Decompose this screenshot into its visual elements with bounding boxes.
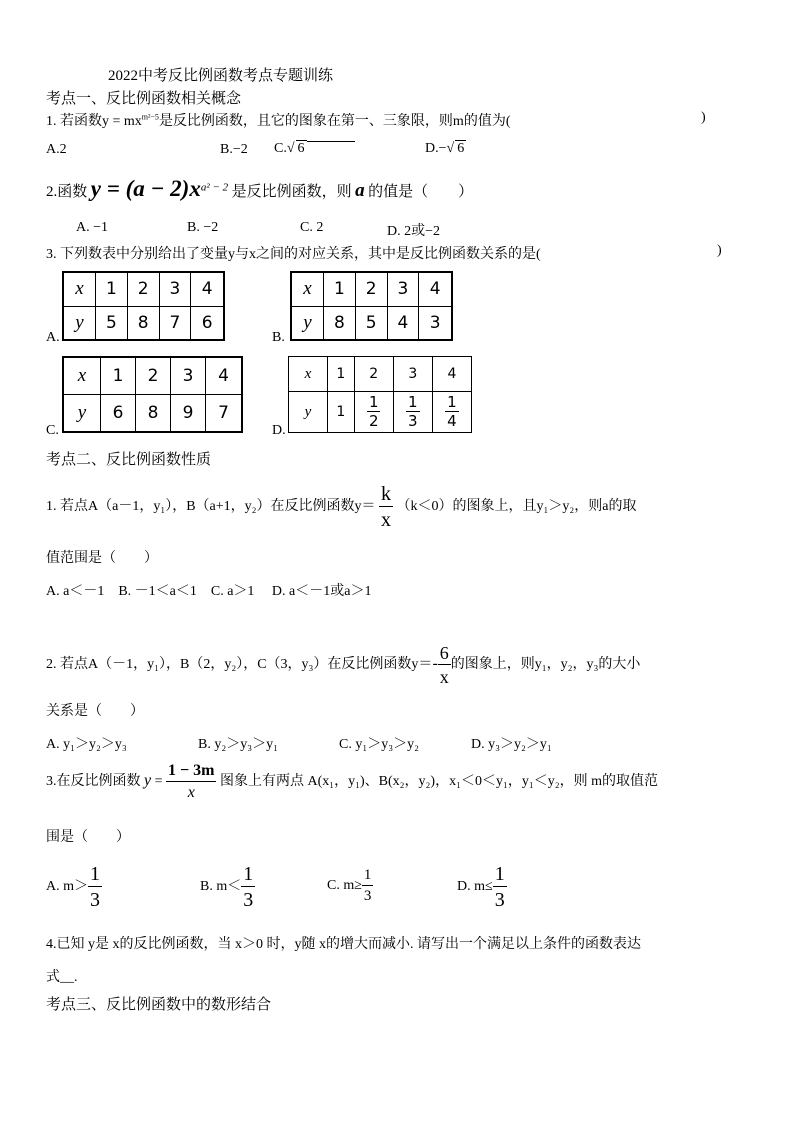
table-cell: 3 — [387, 272, 419, 306]
table-cell: 7 — [159, 306, 191, 340]
option-c: C. 2 — [300, 220, 324, 235]
value-table-d — [288, 356, 472, 433]
fraction: $\frac{k}{x}$ — [381, 483, 392, 531]
section-heading-1: 考点一、反比例函数相关概念 — [46, 91, 242, 107]
table-cell: 3 — [159, 272, 191, 306]
fraction: $\frac{1}{3}$ — [408, 393, 418, 430]
option-a: A. −1 — [76, 220, 109, 235]
question-2-4-cont: 式__. — [46, 970, 78, 985]
table-cell: 5 — [355, 306, 387, 340]
option-b: B. −2 — [187, 220, 219, 235]
table-header-x: x — [289, 357, 328, 392]
option-c: C. y₁＞y₃＞y₂ — [339, 737, 419, 752]
table-header-x: x — [63, 272, 96, 306]
option-d: D. m≤ $\frac{1}{3}$ — [457, 863, 505, 911]
question-1-2: 2.函数 $y = (a - 2)x^{a^2 - 2}$ 是反比例函数，则 a 的值是（ ） — [46, 176, 474, 201]
table-cell: 6 — [101, 395, 136, 433]
section-heading-3: 考点三、反比例函数中的数形结合 — [46, 997, 272, 1013]
fraction: $\frac{1}{3}$ — [243, 863, 254, 911]
fraction: $\frac{1}{3}$ — [494, 863, 505, 911]
fraction: $\frac{6}{x}$ — [439, 643, 449, 687]
value-table-c — [62, 356, 243, 433]
table-cell: 4 — [206, 357, 243, 395]
table-cell: 7 — [206, 395, 243, 433]
option-c: C. m≥ $\frac{1}{3}$ — [327, 867, 372, 904]
question-1-1: 1. 若函数$y = mx^{m^2-5}$是反比例函数，且它的图象在第一、三象限，则m的值为( — [46, 112, 511, 129]
question-2-2-cont: 关系是（ ） — [46, 704, 144, 719]
question-1-3: 3. 下列数表中分别给出了变量y与x之间的对应关系，其中是反比例函数关系的是( — [46, 247, 541, 262]
table-header-y: y — [289, 392, 328, 433]
table-cell: 2 — [354, 357, 393, 392]
option-b: B. y₂＞y₃＞y₁ — [198, 737, 278, 752]
option-b: B.−2 — [220, 142, 248, 157]
option-d-label: D. — [272, 423, 286, 438]
table-cell: 2 — [355, 272, 387, 306]
value-table-a — [62, 271, 225, 341]
value-table-b — [290, 271, 453, 341]
option-d: D.−√ 6 — [425, 141, 465, 156]
table-cell: 8 — [136, 395, 171, 433]
table-header-y: y — [63, 395, 101, 433]
table-header-y: y — [63, 306, 96, 340]
table-cell: 1 — [328, 357, 355, 392]
table-cell: 6 — [191, 306, 224, 340]
table-header-y: y — [291, 306, 324, 340]
table-cell: 1 — [324, 272, 356, 306]
option-c-label: C. — [46, 423, 59, 438]
exponent: a² − 2 — [200, 181, 229, 194]
table-cell — [354, 392, 393, 433]
table-header-x: x — [291, 272, 324, 306]
question-2-3-cont: 围是（ ） — [46, 830, 130, 845]
options: A. a＜－1 B. －1＜a＜1 C. a＞1 D. a＜－1或a＞1 — [46, 584, 372, 599]
table-cell: 9 — [171, 395, 206, 433]
fraction: $\frac{1}{4}$ — [447, 393, 457, 430]
question-2-1: 1. 若点A（a－1，y₁），B（a+1，y₂）在反比例函数y＝ $\frac{k}{x}$ （k＜0）的图象上，且y₁＞y₂，则a的取 — [46, 483, 637, 531]
sqrt-radicand: 6 — [297, 141, 305, 156]
question-2-4: 4.已知 y是 x的反比例函数，当 x＞0 时，y随 x的增大而减小. 请写出一个满足以上条件的函数表达 — [46, 937, 641, 952]
option-c: C.√ 6 — [274, 140, 355, 157]
exponent: m²−5 — [141, 112, 159, 122]
table-cell: 2 — [136, 357, 171, 395]
option-a-label: A. — [46, 330, 60, 345]
option-a: A. m＞ $\frac{1}{3}$ — [46, 863, 100, 911]
option-b-label: B. — [272, 330, 285, 345]
table-cell: 3 — [171, 357, 206, 395]
option-d: D. y₃＞y₂＞y₁ — [471, 737, 552, 752]
answer-bracket-close: ) — [701, 110, 706, 125]
table-cell: 1 — [101, 357, 136, 395]
table-cell: 1 — [96, 272, 128, 306]
option-a: A. y₁＞y₂＞y₃ — [46, 737, 127, 752]
table-cell: 4 — [387, 306, 419, 340]
table-cell: 4 — [432, 357, 471, 392]
answer-bracket-close: ) — [717, 243, 722, 258]
option-a: A.2 — [46, 142, 67, 157]
table-cell: 4 — [191, 272, 224, 306]
question-2-1-cont: 值范围是（ ） — [46, 551, 158, 566]
fraction: $\frac{1}{3}$ — [90, 863, 100, 911]
table-cell — [393, 392, 432, 433]
fraction: $\frac{1 - 3m}{x}$ — [168, 762, 215, 801]
table-cell: 8 — [324, 306, 356, 340]
fraction: $\frac{1}{3}$ — [363, 867, 372, 904]
sqrt-radicand: 6 — [457, 141, 465, 156]
table-cell: 8 — [127, 306, 159, 340]
table-cell: 2 — [127, 272, 159, 306]
table-cell: 1 — [328, 392, 355, 433]
table-cell: 3 — [393, 357, 432, 392]
option-b: B. m＜ $\frac{1}{3}$ — [200, 863, 254, 911]
fraction: $\frac{1}{2}$ — [368, 393, 379, 430]
question-2-3: 3.在反比例函数 y = $\frac{1 - 3m}{x}$ 图象上有两点 A(x₁，y₁)、B(x₂，y₂)，x₁＜0＜y₁，y₁＜y₂，则 m的取值范 — [46, 762, 659, 801]
option-d: D. 2或−2 — [387, 224, 441, 239]
table-cell: 4 — [419, 272, 452, 306]
table-cell: 3 — [419, 306, 452, 340]
question-2-2: 2. 若点A（－1，y₁），B（2，y₂），C（3，y₃）在反比例函数y＝- $\frac{6}{x}$ 的图象上，则y₁，y₂，y₃的大小 — [46, 643, 641, 687]
section-heading-2: 考点二、反比例函数性质 — [46, 452, 212, 468]
formula: y = (a − 2)x — [90, 176, 201, 201]
table-header-x: x — [63, 357, 101, 395]
page-title: 2022中考反比例函数考点专题训练 — [108, 68, 334, 84]
table-cell — [432, 392, 471, 433]
table-cell: 5 — [96, 306, 128, 340]
